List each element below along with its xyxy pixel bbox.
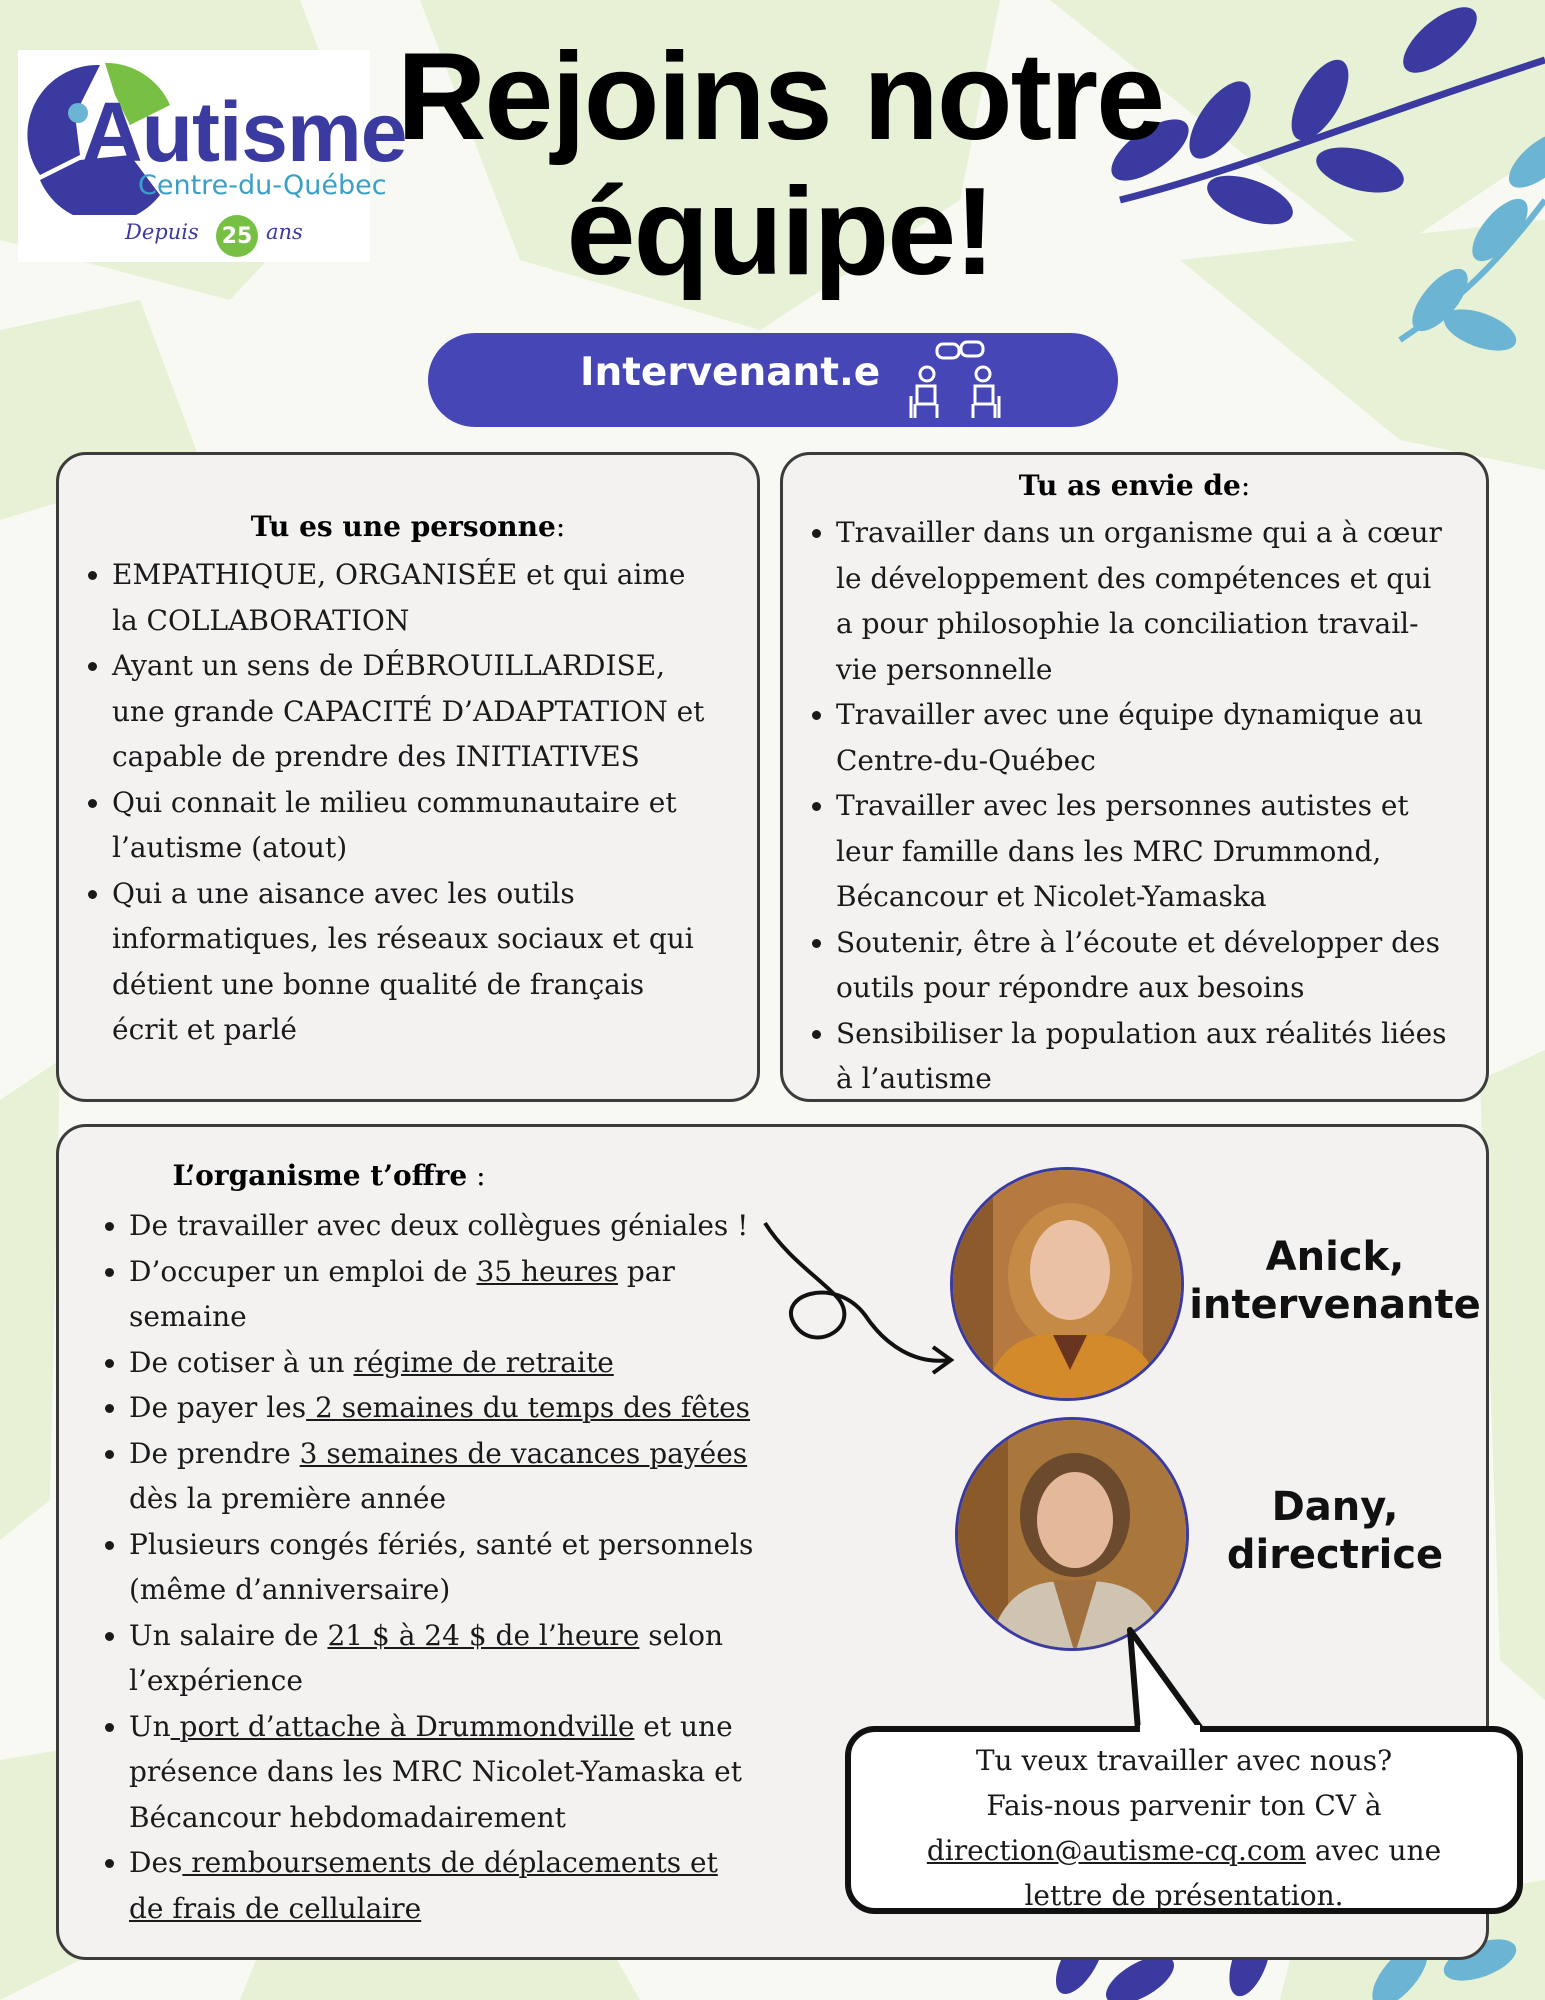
card-offer-title: L’organisme t’offre : [172, 1159, 486, 1192]
logo-depuis: Depuis [125, 220, 199, 244]
list-item: • EMPATHIQUE, ORGANISÉE et qui aime la COLLABORATION [112, 552, 712, 643]
list-item: • Travailler avec les personnes autistes et leur famille dans les MRC Drummond, Bécancour et Nicolet-Yamaska [836, 783, 1456, 920]
list-item: • De payer les 2 semaines du temps des fêtes [129, 1385, 759, 1431]
list-item: • Un port d’attache à Drummondville et une présence dans les MRC Nicolet-Yamaska et Bécancour hebdomadairement [129, 1704, 759, 1841]
page-title-line1: Rejoins notre [396, 28, 1164, 166]
avatar-dany [955, 1417, 1189, 1651]
list-item: • Travailler dans un organisme qui a à cœur le développement des compétences et qui a pour philosophie la conciliation travail-vie personnelle [836, 510, 1456, 692]
list-item: • De cotiser à un régime de retraite [129, 1340, 759, 1386]
contact-text: Tu veux travailler avec nous? Fais-nous parvenir ton CV à direction@autisme-cq.com avec une lettre de présentation. [926, 1744, 1442, 1912]
card-desire-title: Tu as envie de: [1018, 469, 1251, 502]
card-desire [780, 452, 1489, 1102]
logo-ans: ans [266, 220, 303, 244]
card-person [56, 452, 760, 1102]
avatar-anick [950, 1167, 1184, 1401]
list-item: • Ayant un sens de DÉBROUILLARDISE, une grande CAPACITÉ D’ADAPTATION et capable de prendre des INITIATIVES [112, 643, 712, 780]
list-item: • D’occuper un emploi de 35 heures par semaine [129, 1249, 759, 1340]
logo-word: Autisme [82, 85, 407, 179]
contact-email-link[interactable]: direction@autisme-cq.com [926, 1834, 1306, 1867]
list-item: • De prendre 3 semaines de vacances payées dès la première année [129, 1431, 759, 1522]
list-item: • Des remboursements de déplacements et de frais de cellulaire [129, 1840, 759, 1931]
card-person-list [59, 552, 712, 1053]
list-item: • Soutenir, être à l’écoute et développer des outils pour répondre aux besoins [836, 920, 1456, 1011]
card-person-title: Tu es une personne: [250, 510, 566, 543]
person-name-anick: Anick, intervenante [1189, 1234, 1481, 1328]
bubble-tail [1110, 1625, 1220, 1740]
person-name-dany: Dany, directrice [1226, 1484, 1444, 1578]
card-offer-list [76, 1203, 759, 1931]
list-item: • Qui a une aisance avec les outils informatiques, les réseaux sociaux et qui détient une bonne qualité de français écrit et parlé [112, 871, 712, 1053]
list-item: • Sensibiliser la population aux réalités liées à l’autisme [836, 1011, 1456, 1102]
curly-arrow-icon [755, 1215, 955, 1395]
job-title-label: Intervenant.e [580, 350, 881, 395]
list-item: • Plusieurs congés fériés, santé et personnels (même d’anniversaire) [129, 1522, 759, 1613]
list-item: • Qui connait le milieu communautaire et l’autisme (atout) [112, 780, 712, 871]
list-item: • Travailler avec une équipe dynamique au Centre-du-Québec [836, 692, 1456, 783]
card-desire-list [783, 510, 1456, 1102]
list-item: • Un salaire de 21 $ à 24 $ de l’heure selon l’expérience [129, 1613, 759, 1704]
meeting-people-icon [905, 340, 1005, 422]
logo-years-badge: 25 [216, 215, 258, 257]
list-item: • De travailler avec deux collègues géniales ! [129, 1203, 759, 1249]
logo-subtitle: Centre-du-Québec [138, 170, 387, 201]
page-title-line2: équipe! [566, 163, 994, 301]
